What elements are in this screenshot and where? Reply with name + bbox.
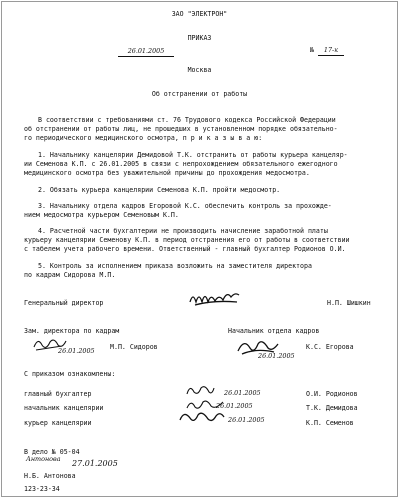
acquainted-title-1: главный бухгалтер	[24, 390, 92, 398]
hr-head-date: 26.01.2005	[258, 352, 295, 360]
item-line: 2. Обязать курьера канцелярии Семенова К.П. пройти медосмотр.	[38, 186, 281, 194]
deputy-name: М.П. Сидоров	[110, 343, 158, 351]
intro-line: В соответствии с требованиями ст. 76 Трудового кодекса Российской Федерации	[38, 116, 336, 124]
acquainted-title-3: курьер канцелярии	[24, 419, 92, 427]
handwritten-name: Антонова	[26, 455, 61, 463]
intro-line: об отстранении от работы лиц, не прошедших в установленном порядке обязательно-	[24, 124, 338, 133]
director-name: Н.П. Шишкин	[327, 299, 371, 307]
item-line: медицинского осмотра без уважительной причины до прохождения медосмотра.	[24, 168, 310, 177]
executor-phone: 123-23-34	[24, 485, 60, 493]
item-line: 4. Расчетной части бухгалтерии не производить начисление заработной платы	[38, 227, 328, 235]
number-sign: №	[310, 46, 314, 54]
item-line: нием медосмотра курьером Семеновым К.П.	[24, 210, 179, 219]
city: Москва	[187, 66, 212, 74]
order-number-line	[310, 46, 344, 56]
order-date: 26.01.2005	[118, 47, 174, 57]
acquainted-date-2: 26.01.2005	[216, 402, 253, 410]
executor-name: Н.Б. Антонова	[24, 472, 76, 480]
director-signature-image	[187, 288, 243, 310]
item-line: 5. Контроль за исполнением приказа возложить на заместителя директора	[38, 262, 312, 270]
item-line: 3. Начальнику отдела кадров Егоровой К.С. обеспечить контроль за прохожде-	[38, 202, 332, 210]
order-subject: Об отстранении от работы	[151, 90, 248, 98]
acquainted-name-3: К.П. Семенов	[306, 419, 354, 427]
hr-head-name: К.С. Егорова	[306, 343, 354, 351]
item-line: по кадрам Сидорова М.П.	[24, 270, 116, 279]
acquainted-date-3: 26.01.2005	[228, 416, 265, 424]
hr-head-title: Начальник отдела кадров	[228, 327, 320, 335]
item-line: 1. Начальнику канцелярии Демидовой Т.К. отстранить от работы курьера канцеляр-	[38, 151, 348, 159]
order-date-line	[118, 47, 174, 57]
document-type: ПРИКАЗ	[187, 34, 212, 42]
intro-paragraph	[24, 116, 378, 143]
intro-line: го периодического медицинского осмотра, п р и к а з ы в а ю:	[24, 133, 263, 142]
order-item-4	[24, 227, 378, 254]
order-item-1	[24, 151, 378, 178]
order-item-3	[24, 202, 378, 220]
order-item-2	[24, 186, 378, 195]
director-title: Генеральный директор	[24, 299, 104, 307]
file-note: В дело № 05-04	[24, 448, 80, 456]
document-page	[1, 1, 398, 497]
order-item-5	[24, 262, 378, 280]
company-name: ЗАО "ЭЛЕКТРОН"	[171, 10, 228, 18]
item-line: ии Семенова К.П. с 26.01.2005 в связи с непрохождением обязательного ежегодного	[24, 159, 338, 168]
acquainted-heading: С приказом ознакомлены:	[24, 370, 116, 378]
acquainted-signature-3	[178, 408, 226, 426]
order-number: 17-к	[318, 46, 344, 56]
acquainted-title-2: начальник канцелярии	[24, 404, 104, 412]
deputy-date: 26.01.2005	[58, 347, 95, 355]
deputy-title: Зам. директора по кадрам	[24, 327, 120, 335]
handwritten-date: 27.01.2005	[72, 459, 118, 468]
item-line: курьеру канцелярии Семенову К.П. в период отстранения его от работы в соответствии	[24, 235, 350, 244]
acquainted-date-1: 26.01.2005	[224, 389, 261, 397]
item-line: с табелем учета рабочего времени. Ответственный - главный бухгалтер Родионов О.И.	[24, 244, 346, 253]
acquainted-name-1: О.И. Родионов	[306, 390, 358, 398]
acquainted-name-2: Т.К. Демидова	[306, 404, 358, 412]
